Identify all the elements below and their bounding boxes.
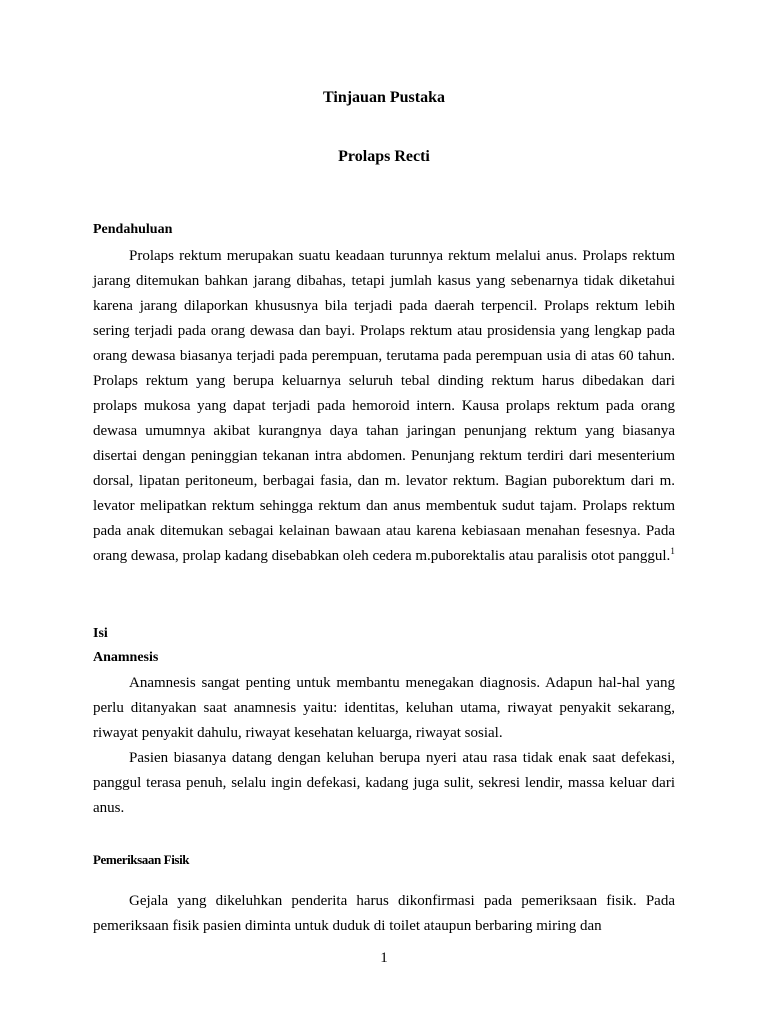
section-anamnesis-body-2	[93, 746, 675, 821]
section-pemeriksaan-fisik-heading	[93, 850, 675, 870]
paragraph-pendahuluan-text: Prolaps rektum merupakan suatu keadaan turunnya rektum melalui anus. Prolaps rektum jarang ditemukan bahkan jarang dibahas, tetapi jumlah kasus yang sebenarnya tidak diketahui karena jarang dilaporkan khususnya bila terjadi pada daerah terpencil. Prolaps rektum lebih sering terjadi pada orang dewasa dan bayi. Prolaps rektum atau prosidensia yang lengkap pada orang dewasa biasanya terjadi pada perempuan, terutama pada perempuan usia di atas 60 tahun. Prolaps rektum yang berupa keluarnya seluruh tebal dinding rektum harus dibedakan dari prolaps mukosa yang dapat terjadi pada hemoroid intern. Kausa prolaps rektum pada orang dewasa umumnya akibat kurangnya daya tahan jaringan penunjang rektum yang biasanya disertai dengan peninggian tekanan intra abdomen. Penunjang rektum terdiri dari mesenterium dorsal, lipatan peritoneum, berbagai fasia, dan m. levator rektum. Bagian puborektum dari m. levator melipatkan rektum sehingga rektum dan anus membentuk sudut tajam. Prolaps rektum pada anak ditemukan sebagai kelainan bawaan atau karena kebiasaan menahan fesesnya. Pada orang dewasa, prolap kadang disebabkan oleh cedera m.puborektalis atau paralisis otot panggul.	[93, 248, 675, 564]
document-title: Tinjauan Pustaka	[323, 89, 445, 106]
section-pemeriksaan-fisik-body	[93, 889, 675, 939]
heading-pemeriksaan-fisik: Pemeriksaan Fisik	[93, 852, 190, 867]
section-isi-heading	[93, 624, 675, 644]
paragraph-pendahuluan	[93, 244, 675, 569]
heading-isi: Isi	[93, 626, 108, 641]
page-number: 1	[380, 950, 388, 966]
section-anamnesis-heading	[93, 648, 675, 668]
document-subtitle: Prolaps Recti	[338, 148, 430, 165]
paragraph-anamnesis-2: Pasien biasanya datang dengan keluhan berupa nyeri atau rasa tidak enak saat defekasi, panggul terasa penuh, selalu ingin defekasi, kadang juga sulit, sekresi lendir, massa keluar dari anus.	[93, 750, 675, 816]
section-pendahuluan-heading	[93, 220, 675, 240]
heading-anamnesis: Anamnesis	[93, 650, 159, 665]
paragraph-anamnesis-1: Anamnesis sangat penting untuk membantu menegakan diagnosis. Adapun hal-hal yang perlu ditanyakan saat anamnesis yaitu: identitas, keluhan utama, riwayat penyakit sekarang, riwayat penyakit dahulu, riwayat kesehatan keluarga, riwayat sosial.	[93, 675, 675, 741]
section-anamnesis-body-1	[93, 671, 675, 746]
heading-pendahuluan: Pendahuluan	[93, 222, 173, 237]
paragraph-pemeriksaan-fisik: Gejala yang dikeluhkan penderita harus dikonfirmasi pada pemeriksaan fisik. Pada pemeriksaan fisik pasien diminta untuk duduk di toilet ataupun berbaring miring dan	[93, 893, 675, 934]
footnote-reference: 1	[670, 546, 675, 556]
section-pendahuluan-body	[93, 244, 675, 569]
